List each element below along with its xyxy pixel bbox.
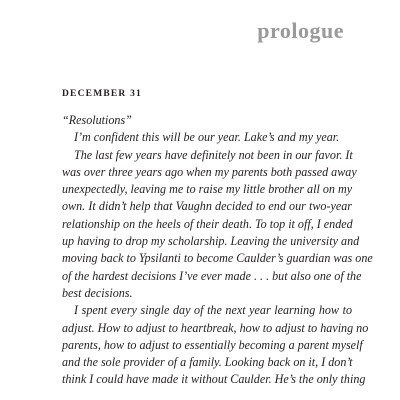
- text-line: was over three years ago when my parents both passed away: [62, 164, 357, 179]
- text-line: and the sole provider of a family. Looking back on it, I don’t: [62, 355, 353, 370]
- text-line: of the hardest decisions I’ve ever made . . . but also one of the: [62, 268, 362, 283]
- entry-date-heading: DECEMBER 31: [62, 89, 142, 99]
- text-line: I’m confident this will be our year. Lake’s and my year.: [74, 130, 340, 145]
- text-line: up having to drop my scholarship. Leaving the university and: [62, 234, 360, 249]
- text-line: relationship on the heels of their death. To top it off, I ended: [62, 216, 353, 231]
- text-line: own. It didn’t help that Vaughn decided to end our two-year: [62, 199, 352, 214]
- text-line: unexpectedly, leaving me to raise my little brother all on my: [62, 182, 353, 197]
- text-line: think I could have made it without Caulder. He’s the only thing: [62, 372, 366, 387]
- text-line: adjust. How to adjust to heartbreak, how to adjust to having no: [62, 320, 369, 335]
- text-line: The last few years have definitely not been in our favor. It: [74, 147, 353, 162]
- chapter-title: prologue: [257, 18, 344, 43]
- body-text: [62, 112, 373, 389]
- text-line: moving back to Ypsilanti to become Caulder’s guardian was one: [62, 251, 373, 266]
- text-line: best decisions.: [62, 285, 133, 300]
- text-line: “Resolutions”: [62, 113, 132, 127]
- text-line: parents, how to adjust to essentially becoming a parent myself: [62, 337, 363, 352]
- text-line: I spent every single day of the next year learning how to: [74, 303, 352, 318]
